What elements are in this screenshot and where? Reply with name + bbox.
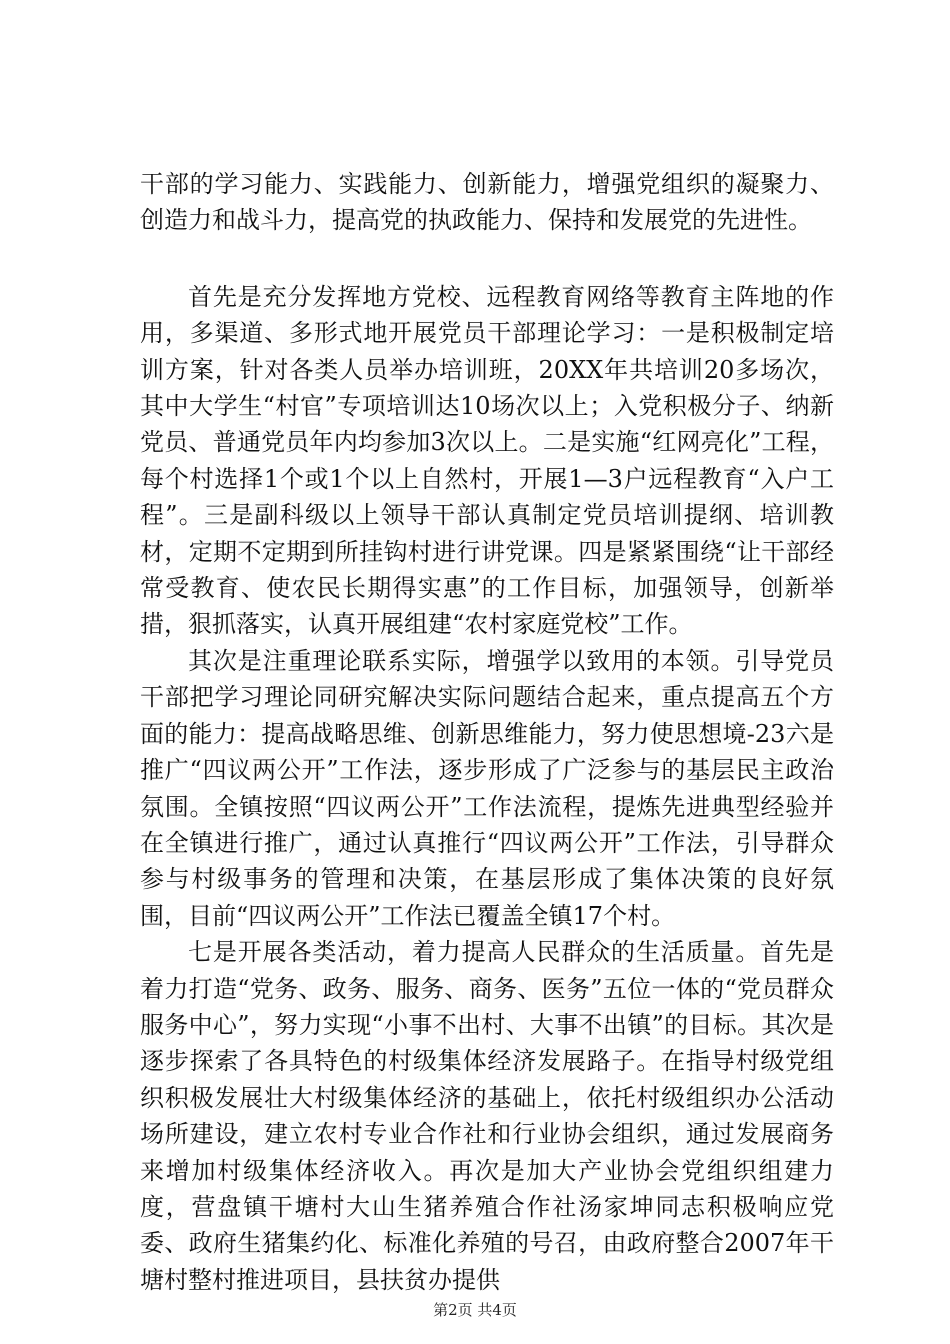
paragraph-gap — [140, 239, 834, 279]
document-body — [140, 166, 834, 1298]
paragraph-continuation: 干部的学习能力、实践能力、创新能力，增强党组织的凝聚力、创造力和战斗力，提高党的执政能力、保持和发展党的先进性。 — [140, 170, 834, 235]
paragraph-party-school-training: 首先是充分发挥地方党校、远程教育网络等教育主阵地的作用，多渠道、多形式地开展党员干部理论学习：一是积极制定培训方案，针对各类人员举办培训班，20XX年共培训20多场次，其中大学生“村官”专项培训达10场次以上；入党积极分子、纳新党员、普通党员年内均参加3次以上。二是实施“红网亮化”工程，每个村选择1个或1个以上自然村，开展1—3户远程教育“入户工程”。三是副科级以上领导干部认真制定党员培训提纲、培训教材，定期不定期到所挂钩村进行讲党课。四是紧紧围绕“让干部经常受教育、使农民长期得实惠”的工作目标，加强领导，创新举措，狠抓落实，认真开展组建“农村家庭党校”工作。 — [140, 282, 834, 639]
paragraph-activities: 七是开展各类活动，着力提高人民群众的生活质量。首先是着力打造“党务、政务、服务、商务、医务”五位一体的“党员群众服务中心”，努力实现“小事不出村、大事不出镇”的目标。其次是逐步探索了各具特色的村级集体经济发展路子。在指导村级党组织积极发展壮大村级集体经济的基础上，依托村级组织办公活动场所建设，建立农村专业合作社和行业协会组织，通过发展商务来增加村级集体经济收入。再次是加大产业协会党组织组建力度，营盘镇干塘村大山生猪养殖合作社汤家坤同志积极响应党委、政府生猪集约化、标准化养殖的号召，由政府整合2007年干塘村整村推进项目，县扶贫办提供 — [140, 938, 834, 1294]
paragraph-theory-practice: 其次是注重理论联系实际，增强学以致用的本领。引导党员干部把学习理论同研究解决实际问题结合起来，重点提高五个方面的能力：提高战略思维、创新思维能力，努力使思想境-23六是推广“四议两公开”工作法，逐步形成了广泛参与的基层民主政治氛围。全镇按照“四议两公开”工作法流程，提炼先进典型经验并在全镇进行推广，通过认真推行“四议两公开”工作法，引导群众参与村级事务的管理和决策，在基层形成了集体决策的良好氛围，目前“四议两公开”工作法已覆盖全镇17个村。 — [140, 646, 834, 930]
page-number-footer: 第2页 共4页 — [433, 1301, 517, 1319]
